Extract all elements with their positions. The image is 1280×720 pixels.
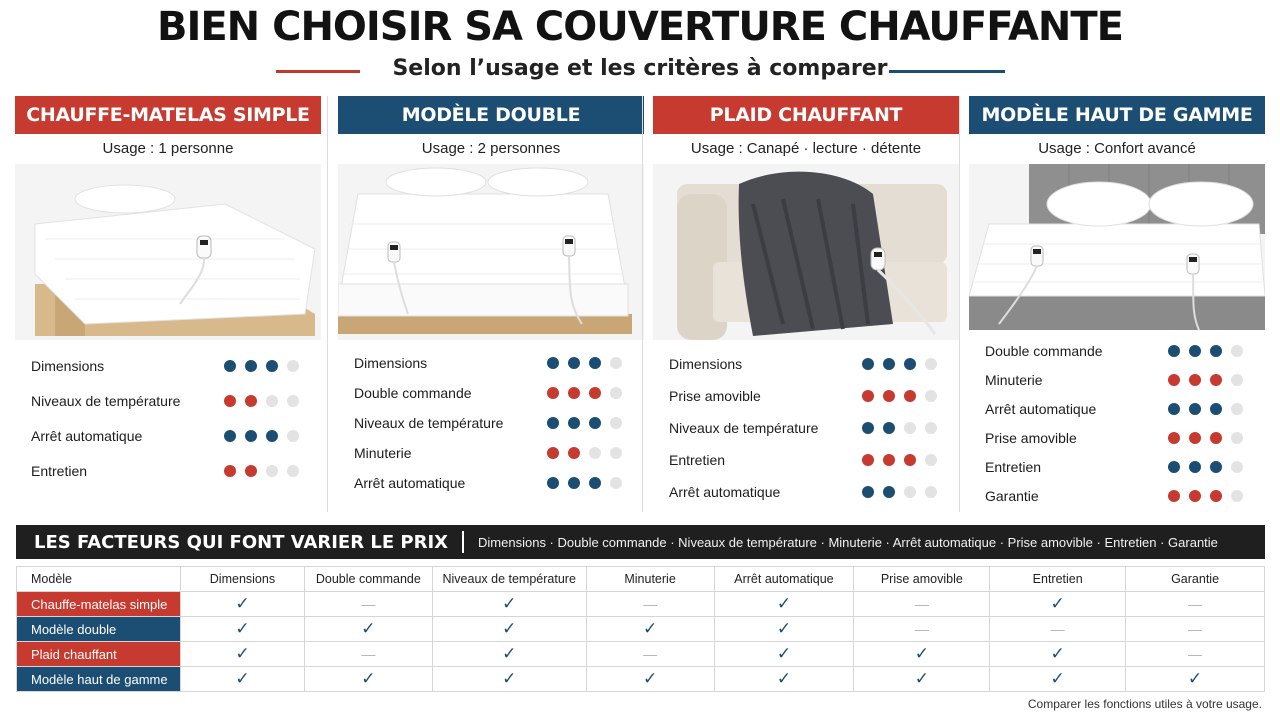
comparison-table (16, 566, 1265, 692)
check-icon: ✓ (502, 619, 517, 638)
dash-icon: — (914, 621, 929, 637)
card-premium (969, 96, 1265, 506)
card-separator (959, 96, 960, 512)
table-model-cell: Modèle haut de gamme (17, 667, 181, 692)
dash-icon: — (914, 596, 929, 612)
feature-label: Dimensions (669, 356, 743, 372)
table-cell (586, 642, 714, 667)
feature-row (653, 444, 959, 476)
feature-row (653, 412, 959, 444)
rating-dot (245, 395, 257, 407)
rating-dot (925, 358, 937, 370)
feature-label: Entretien (669, 452, 726, 468)
table-row (17, 617, 1265, 642)
feature-label: Entretien (31, 462, 88, 479)
feature-label: Prise amovible (985, 429, 1077, 446)
check-icon: ✓ (776, 644, 792, 663)
price-factors-bar (16, 525, 1265, 559)
check-icon: ✓ (235, 644, 250, 663)
card-usage: Usage : Confort avancé (1038, 140, 1196, 157)
price-factors-list: Dimensions · Double commande · Niveaux de température · Minuterie · Arrêt automatique · Prise amovible · Entretien · Garantie (478, 534, 1218, 550)
rating-dots (862, 454, 937, 466)
rating-dot (883, 454, 895, 466)
feature-label: Double commande (354, 385, 472, 401)
footnote: Comparer les fonctions utiles à votre usage. (1027, 697, 1262, 711)
table-header: Prise amovible (854, 567, 990, 592)
table-header: Arrêt automatique (714, 567, 854, 592)
table-cell (1126, 617, 1265, 642)
table-cell (714, 617, 854, 642)
rating-dot (1168, 374, 1180, 386)
rating-dot (589, 357, 601, 369)
dash-icon: — (1188, 621, 1203, 637)
card-title: PLAID CHAUFFANT (653, 96, 959, 134)
table-cell (990, 617, 1126, 642)
rating-dot (224, 465, 236, 477)
feature-label: Arrêt automatique (31, 427, 143, 444)
check-icon: ✓ (502, 594, 517, 613)
rating-dot (904, 390, 916, 402)
rating-dot (568, 447, 580, 459)
rating-dot (547, 357, 559, 369)
page-title: BIEN CHOISIR SA COUVERTURE CHAUFFANTE (156, 4, 1123, 50)
table-cell (990, 592, 1126, 617)
rating-dot (547, 477, 559, 489)
card-usage: Usage : 2 personnes (421, 140, 561, 157)
table-header: Niveaux de température (432, 567, 586, 592)
check-icon: ✓ (235, 594, 250, 613)
features-list (653, 348, 959, 508)
sub-line-right (889, 70, 1005, 73)
check-icon: ✓ (776, 594, 792, 613)
rating-dot (1168, 432, 1180, 444)
rating-dot (224, 395, 236, 407)
rating-dot (287, 465, 299, 477)
rating-dot (1210, 403, 1222, 415)
price-divider (462, 531, 464, 553)
rating-dots (547, 387, 622, 399)
rating-dot (1231, 403, 1243, 415)
feature-label: Niveaux de température (31, 392, 181, 409)
feature-row (338, 378, 644, 408)
table-cell (180, 667, 304, 692)
feature-label: Garantie (985, 487, 1039, 504)
check-icon: ✓ (1187, 669, 1203, 688)
table-cell (854, 667, 990, 692)
rating-dots (862, 390, 937, 402)
table-cell (586, 617, 714, 642)
rating-dot (266, 465, 278, 477)
table-header: Modèle (17, 567, 181, 592)
rating-dot (547, 417, 559, 429)
rating-dot (224, 430, 236, 442)
rating-dot (1210, 345, 1222, 357)
rating-dots (547, 477, 622, 489)
rating-dot (862, 486, 874, 498)
table-cell (1126, 667, 1265, 692)
rating-dots (1168, 490, 1243, 502)
feature-label: Minuterie (354, 445, 412, 461)
premium-mattress-pad-image (969, 164, 1265, 330)
card-single (15, 96, 321, 506)
feature-row (653, 476, 959, 508)
table-cell (304, 617, 432, 642)
check-icon: ✓ (776, 619, 792, 638)
card-throw (653, 96, 959, 506)
check-icon: ✓ (1050, 644, 1065, 663)
rating-dots (1168, 374, 1243, 386)
dash-icon: — (361, 596, 376, 612)
feature-row (653, 348, 959, 380)
table-model-cell: Chauffe-matelas simple (17, 592, 181, 617)
check-icon: ✓ (235, 669, 250, 688)
check-icon: ✓ (776, 669, 792, 688)
feature-label: Arrêt automatique (354, 475, 466, 491)
rating-dot (610, 387, 622, 399)
rating-dot (904, 486, 916, 498)
table-cell (586, 667, 714, 692)
rating-dot (245, 360, 257, 372)
card-usage: Usage : 1 personne (102, 140, 234, 157)
table-model-cell: Modèle double (17, 617, 181, 642)
table-cell (1126, 642, 1265, 667)
rating-dots (1168, 432, 1243, 444)
rating-dot (568, 387, 580, 399)
features-list (969, 336, 1265, 510)
rating-dot (925, 486, 937, 498)
card-title: CHAUFFE-MATELAS SIMPLE (15, 96, 321, 134)
rating-dot (1189, 345, 1201, 357)
rating-dot (1168, 490, 1180, 502)
table-cell (432, 642, 586, 667)
rating-dot (883, 358, 895, 370)
table-cell (304, 642, 432, 667)
table-header-row (17, 567, 1265, 592)
rating-dot (610, 447, 622, 459)
rating-dot (904, 358, 916, 370)
table-header: Dimensions (180, 567, 304, 592)
rating-dot (1231, 374, 1243, 386)
rating-dot (925, 422, 937, 434)
table-header: Double commande (304, 567, 432, 592)
feature-row (653, 380, 959, 412)
dash-icon: — (1188, 596, 1203, 612)
check-icon: ✓ (502, 669, 517, 688)
table-cell (714, 642, 854, 667)
feature-label: Prise amovible (669, 388, 761, 404)
feature-label: Entretien (985, 458, 1042, 475)
rating-dot (568, 477, 580, 489)
rating-dots (862, 486, 937, 498)
feature-label: Niveaux de température (354, 415, 504, 431)
heated-throw-sofa-image (653, 164, 959, 340)
rating-dot (1168, 403, 1180, 415)
table-row (17, 642, 1265, 667)
table-cell (990, 667, 1126, 692)
card-usage: Usage : Canapé · lecture · détente (690, 140, 922, 157)
rating-dots (224, 395, 299, 407)
rating-dot (1231, 461, 1243, 473)
table-cell (180, 592, 304, 617)
rating-dot (883, 486, 895, 498)
check-icon: ✓ (914, 644, 929, 663)
table-header: Garantie (1126, 567, 1265, 592)
rating-dot (925, 390, 937, 402)
feature-row (969, 365, 1265, 394)
rating-dots (862, 358, 937, 370)
rating-dot (589, 417, 601, 429)
rating-dot (568, 357, 580, 369)
table-cell (432, 592, 586, 617)
rating-dot (1231, 432, 1243, 444)
rating-dots (1168, 345, 1243, 357)
rating-dot (1210, 490, 1222, 502)
card-separator (642, 96, 643, 512)
check-icon: ✓ (642, 619, 658, 638)
rating-dot (862, 390, 874, 402)
features-list (338, 348, 644, 498)
feature-row (338, 408, 644, 438)
table-cell (180, 617, 304, 642)
check-icon: ✓ (361, 619, 376, 638)
feature-label: Arrêt automatique (985, 400, 1097, 417)
table-cell (1126, 592, 1265, 617)
rating-dot (287, 430, 299, 442)
table-cell (854, 592, 990, 617)
rating-dot (547, 447, 559, 459)
table-cell (854, 617, 990, 642)
rating-dots (224, 465, 299, 477)
rating-dot (589, 447, 601, 459)
card-double (338, 96, 644, 506)
rating-dot (862, 422, 874, 434)
table-cell (714, 592, 854, 617)
table-cell (990, 642, 1126, 667)
feature-label: Minuterie (985, 371, 1043, 388)
rating-dot (1189, 432, 1201, 444)
check-icon: ✓ (1050, 594, 1065, 613)
feature-row (338, 468, 644, 498)
dash-icon: — (361, 646, 376, 662)
rating-dot (547, 387, 559, 399)
table-cell (180, 642, 304, 667)
card-title: MODÈLE DOUBLE (338, 96, 644, 134)
feature-row (15, 383, 321, 418)
card-separator (327, 96, 328, 512)
rating-dot (568, 417, 580, 429)
check-icon: ✓ (502, 644, 517, 663)
rating-dot (1210, 461, 1222, 473)
feature-row (969, 452, 1265, 481)
dash-icon: — (1188, 646, 1203, 662)
dash-icon: — (1050, 621, 1065, 637)
feature-row (969, 423, 1265, 452)
rating-dots (547, 447, 622, 459)
feature-label: Double commande (985, 342, 1103, 359)
rating-dot (1210, 432, 1222, 444)
rating-dot (610, 357, 622, 369)
single-mattress-pad-image (15, 164, 321, 340)
table-header: Entretien (990, 567, 1126, 592)
table-row (17, 592, 1265, 617)
table-cell (714, 667, 854, 692)
table-cell (304, 592, 432, 617)
feature-row (15, 348, 321, 383)
rating-dots (862, 422, 937, 434)
rating-dot (245, 465, 257, 477)
dash-icon: — (643, 646, 658, 662)
table-cell (854, 642, 990, 667)
rating-dot (883, 390, 895, 402)
rating-dot (589, 477, 601, 489)
rating-dots (547, 417, 622, 429)
rating-dot (1189, 490, 1201, 502)
feature-row (969, 481, 1265, 510)
feature-label: Dimensions (31, 357, 105, 374)
rating-dot (610, 417, 622, 429)
price-factors-title: LES FACTEURS QUI FONT VARIER LE PRIX (34, 531, 449, 553)
feature-label: Dimensions (354, 355, 428, 371)
rating-dot (904, 454, 916, 466)
rating-dot (862, 454, 874, 466)
dash-icon: — (643, 596, 658, 612)
table-header: Minuterie (586, 567, 714, 592)
check-icon: ✓ (1050, 669, 1065, 688)
table-model-cell: Plaid chauffant (17, 642, 181, 667)
feature-row (338, 438, 644, 468)
rating-dot (1189, 461, 1201, 473)
rating-dot (224, 360, 236, 372)
feature-row (969, 394, 1265, 423)
rating-dot (1231, 490, 1243, 502)
check-icon: ✓ (361, 669, 376, 688)
feature-row (969, 336, 1265, 365)
rating-dot (1189, 403, 1201, 415)
rating-dot (266, 360, 278, 372)
card-title: MODÈLE HAUT DE GAMME (969, 96, 1265, 134)
feature-label: Arrêt automatique (669, 484, 781, 500)
rating-dot (1231, 345, 1243, 357)
rating-dots (1168, 403, 1243, 415)
feature-row (15, 418, 321, 453)
rating-dot (287, 360, 299, 372)
rating-dot (1168, 461, 1180, 473)
double-mattress-pad-image (338, 164, 644, 340)
rating-dots (1168, 461, 1243, 473)
features-list (15, 348, 321, 488)
check-icon: ✓ (235, 619, 250, 638)
rating-dot (589, 387, 601, 399)
table-row (17, 667, 1265, 692)
rating-dots (224, 360, 299, 372)
check-icon: ✓ (914, 669, 929, 688)
rating-dot (904, 422, 916, 434)
rating-dot (266, 395, 278, 407)
table-cell (304, 667, 432, 692)
rating-dots (547, 357, 622, 369)
rating-dot (245, 430, 257, 442)
table-cell (432, 617, 586, 642)
rating-dot (925, 454, 937, 466)
rating-dot (1189, 374, 1201, 386)
check-icon: ✓ (642, 669, 658, 688)
rating-dot (287, 395, 299, 407)
rating-dot (862, 358, 874, 370)
rating-dot (883, 422, 895, 434)
feature-row (15, 453, 321, 488)
rating-dot (1168, 345, 1180, 357)
table-cell (432, 667, 586, 692)
page-subtitle: Selon l’usage et les critères à comparer (392, 56, 888, 81)
feature-label: Niveaux de température (669, 420, 819, 436)
feature-row (338, 348, 644, 378)
rating-dot (610, 477, 622, 489)
rating-dots (224, 430, 299, 442)
table-cell (586, 592, 714, 617)
rating-dot (1210, 374, 1222, 386)
rating-dot (266, 430, 278, 442)
